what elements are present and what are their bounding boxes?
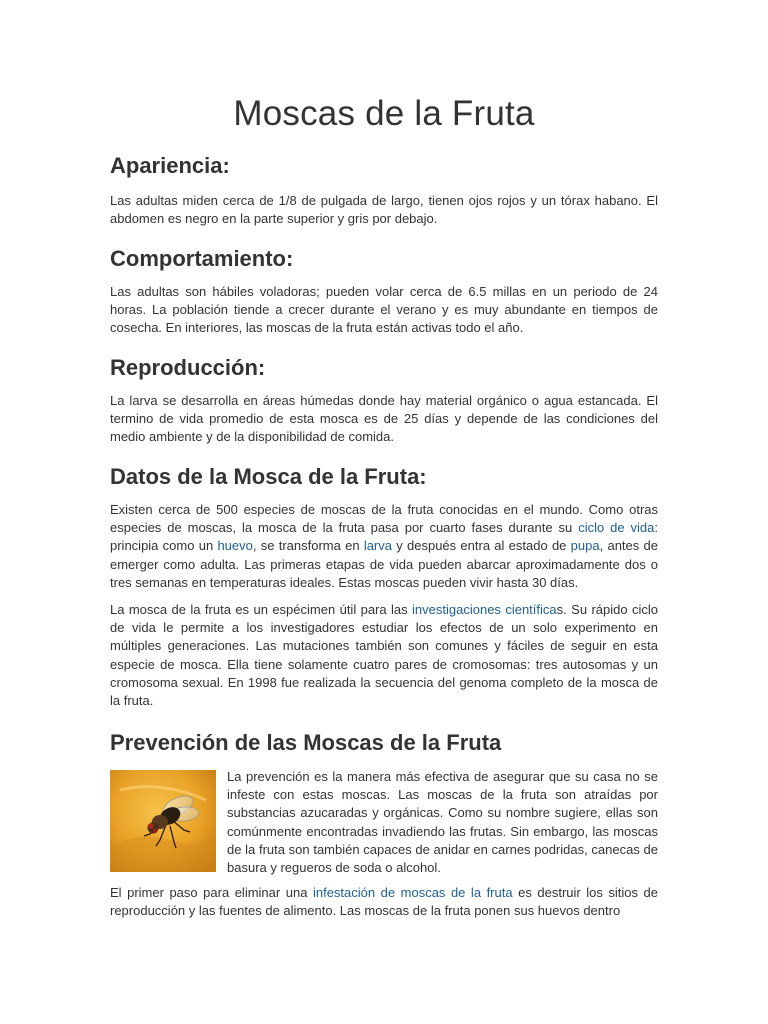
heading-apariencia: Apariencia: [110, 153, 230, 178]
heading-reproduccion: Reproducción: [110, 355, 266, 380]
paragraph-reproduccion: La larva se desarrolla en áreas húmedas donde hay material orgánico o agua estancada. El termino de vida promedio de esta mosca es de 25 días y depende de las condiciones del medio ambiente y de la disponibilidad de comida. [110, 393, 658, 445]
link-huevo[interactable]: huevo [217, 538, 253, 554]
link-pupa[interactable]: pupa [570, 538, 600, 554]
text-segment: El primer paso para eliminar una [110, 885, 313, 900]
paragraph-datos-1 [110, 501, 658, 592]
page-title: Moscas de la Fruta [233, 94, 535, 133]
link-larva[interactable]: larva [363, 538, 392, 554]
link-infestacion[interactable]: infestación de moscas de la fruta [312, 885, 513, 900]
link-investigaciones-cientificas[interactable]: investigaciones científica [412, 602, 557, 617]
paragraph-apariencia: Las adultas miden cerca de 1/8 de pulgada de largo, tienen ojos rojos y un tórax habano. El abdomen es negro en la parte superior y gris por debajo. [110, 193, 658, 227]
paragraph-prevencion-2 [110, 884, 658, 920]
heading-datos: Datos de la Mosca de la Fruta: [110, 464, 427, 489]
text-segment: es destruir los sitios de reproducción y las fuentes de alimento. Las moscas de la fruta ponen sus huevos dentro [110, 885, 658, 919]
paragraph-comportamiento: Las adultas son hábiles voladoras; pueden volar cerca de 6.5 millas en un periodo de 24 horas. La población tiende a crecer durante el verano y es muy abundante en tiempos de cosecha. En interiores, las moscas de la fruta están activas todo el año. [110, 284, 658, 336]
heading-comportamiento: Comportamiento: [110, 246, 294, 271]
fruit-fly-image [110, 770, 216, 872]
text-segment: s. Su rápido ciclo de vida le permite a los investigadores estudiar los efectos de un solo experimento en múltiples generaciones. Las mutaciones también son comunes y fáciles de seguir en esta especie de mosca. Ella tiene solamente cuatro pares de cromosomas: tres autosomas y un cromosoma sexual. En 1998 fue realizada la secuencia del genoma completo de la mosca de la fruta. [110, 602, 658, 709]
fruit-fly-illustration [110, 770, 216, 872]
paragraph-prevencion-1: La prevención es la manera más efectiva de asegurar que su casa no se infeste con estas moscas. Las moscas de la fruta son atraídas por substancias azucaradas y orgánicas. Como su nombre sugiere, ellas son comúnmente encontradas invadiendo las frutas. Sin embargo, las moscas de la fruta son también capaces de anidar en carnes podridas, canecas de basura y regueros de soda o alcohol. [227, 769, 658, 876]
text-segment: , se transforma en [252, 538, 364, 554]
heading-prevencion: Prevención de las Moscas de la Fruta [110, 730, 502, 755]
text-segment: La mosca de la fruta es un espécimen útil para las [110, 602, 413, 617]
link-ciclo-de-vida[interactable]: ciclo de vida [578, 520, 655, 536]
text-segment: Existen cerca de 500 especies de moscas de la fruta conocidas en el mundo. Como otras especies de moscas, la mosca de la fruta pasa por cuarto fases durante su [110, 502, 658, 536]
text-segment: : principia como un [110, 520, 658, 554]
paragraph-datos-2 [110, 601, 658, 710]
text-segment: , antes de emerger como adulta. Las primeras etapas de vida pueden abarcar aproximadamente dos o tres semanas en temperaturas ideales. Estas moscas pueden vivir hasta 30 días. [110, 538, 658, 590]
text-segment: y después entra al estado de [392, 538, 571, 554]
